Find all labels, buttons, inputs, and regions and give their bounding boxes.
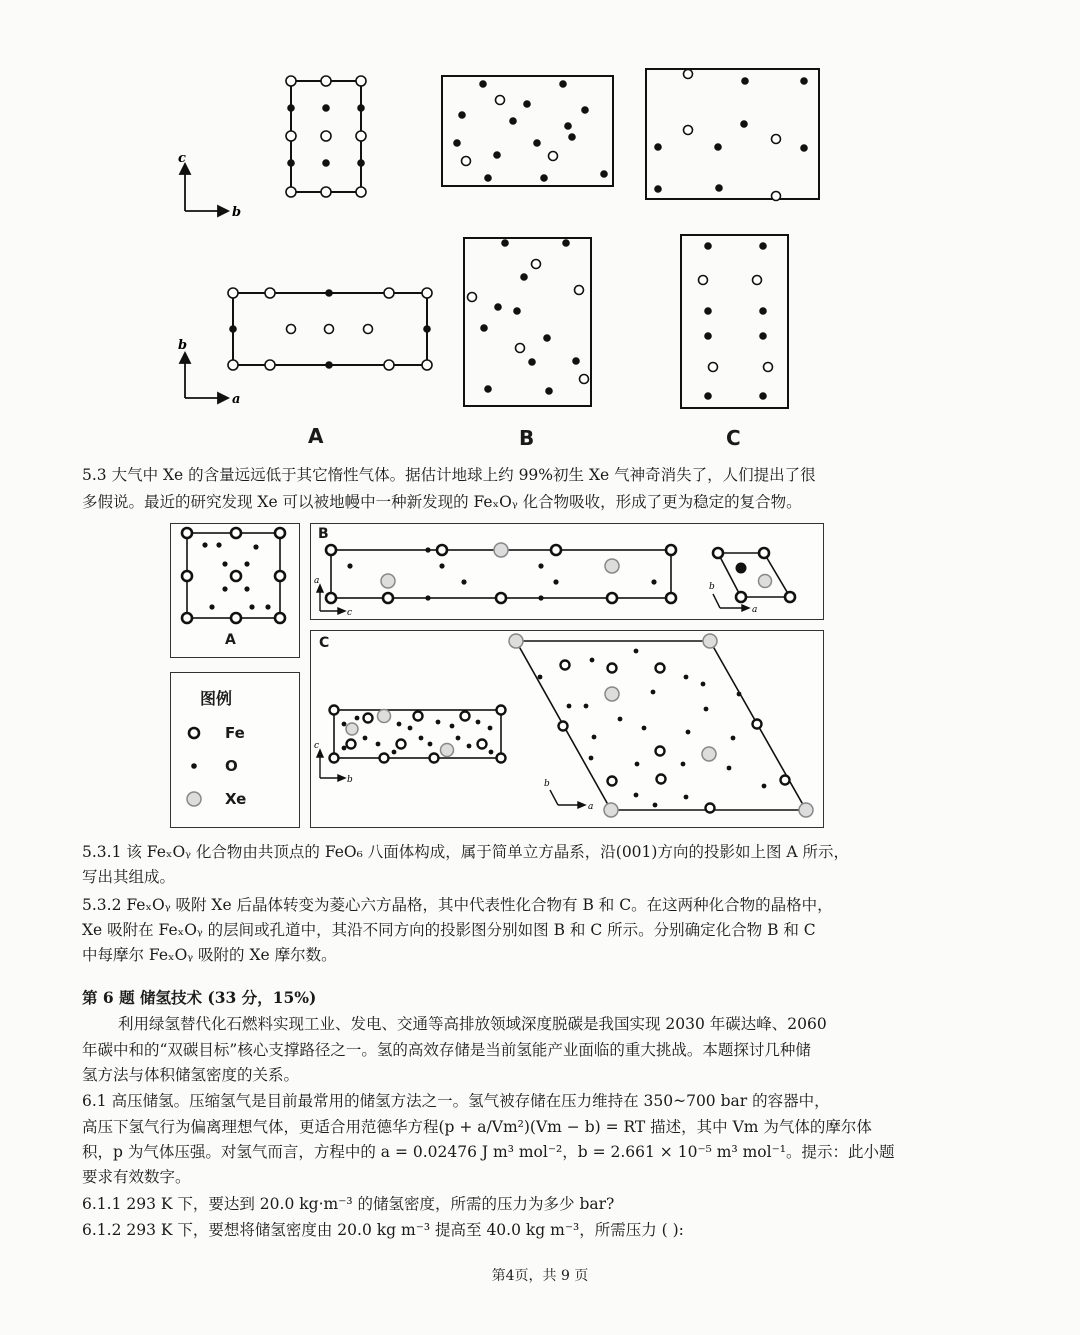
section-5-3-line2: 多假说。最近的研究发现 Xe 可以被地幔中一种新发现的 FeₓOᵧ 化合物吸收，形成了更为稳定的复合物。 <box>82 493 802 511</box>
axis-c-label: c <box>178 151 186 166</box>
q6-1-1: 6.1.1 293 K 下，要达到 20.0 kg·m⁻³ 的储氢密度，所需的压力为多少 bar? <box>82 1195 615 1213</box>
axis-a-label: a <box>232 392 241 407</box>
fig-b-axis-c: c <box>347 608 353 618</box>
fig-label-a: A <box>225 632 236 648</box>
q-5-3-2-line3: 中每摩尔 FeₓOᵧ 吸附的 Xe 摩尔数。 <box>82 946 337 964</box>
fig-label-b: B <box>318 526 329 542</box>
q-5-3-1-line1: 5.3.1 该 FeₓOᵧ 化合物由共顶点的 FeO₆ 八面体构成，属于简单立方晶系，沿(001)方向的投影如上图 A 所示， <box>82 843 849 861</box>
q-5-3-2-line1: 5.3.2 FeₓOᵧ 吸附 Xe 后晶体转变为菱心六方晶格，其中代表性化合物有 B 和 C。在这两种化合物的晶格中， <box>82 896 833 914</box>
fig-b-axis-a: a <box>314 576 320 586</box>
q6-1-line4: 要求有效数字。 <box>82 1168 191 1186</box>
panel-label-b: B <box>519 426 535 450</box>
axis-b2-label: b <box>178 338 188 353</box>
q6-1-2: 6.1.2 293 K 下，要想将储氢密度由 20.0 kg m⁻³ 提高至 40.0 kg m⁻³，所需压力 ( ): <box>82 1221 684 1239</box>
q6-1-line3: 积，p 为气体压强。对氢气而言，方程中的 a = 0.02476 J m³ mol⁻²，b = 2.661 × 10⁻⁵ m³ mol⁻¹。提示：此小题 <box>82 1143 895 1161</box>
fig-b-rh-axis-b: b <box>709 582 715 592</box>
section-5-3-line1: 5.3 大气中 Xe 的含量远远低于其它惰性气体。据估计地球上约 99%初生 Xe 气神奇消失了，人们提出了很 <box>82 466 816 484</box>
legend-title: 图例 <box>200 689 233 708</box>
q6-intro-line3: 氢方法与体积储氢密度的关系。 <box>82 1066 300 1084</box>
fig-c-rh-axis-a: a <box>588 802 594 812</box>
fig-c-rh-axis-b: b <box>544 779 550 789</box>
fig-label-c: C <box>319 635 330 651</box>
fig-b-rh-axis-a: a <box>752 605 758 615</box>
q-5-3-2-line2: Xe 吸附在 FeₓOᵧ 的层间或孔道中，其沿不同方向的投影图分别如图 B 和 C 所示。分别确定化合物 B 和 C <box>82 921 816 939</box>
panel-label-c: C <box>726 426 741 450</box>
legend-fe: Fe <box>225 724 245 742</box>
legend-xe: Xe <box>225 790 247 808</box>
q6-1-line1: 6.1 高压储氢。压缩氢气是目前最常用的储氢方法之一。氢气被存储在压力维持在 350~700 bar 的容器中， <box>82 1092 830 1110</box>
page-footer: 第4页，共 9 页 <box>491 1268 589 1284</box>
panel-label-a: A <box>308 424 324 448</box>
axis-b-label: b <box>232 205 242 220</box>
q-5-3-1-line2: 写出其组成。 <box>82 868 176 886</box>
q6-1-line2: 高压下氢气行为偏离理想气体，更适合用范德华方程(p + a/Vm²)(Vm − b) = RT 描述，其中 Vm 为气体的摩尔体 <box>82 1118 872 1136</box>
fig-c-axis-b: b <box>347 775 353 785</box>
q6-intro-line2: 年碳中和的“双碳目标”核心支撑路径之一。氢的高效存储是当前氢能产业面临的重大挑战。本题探讨几种储 <box>82 1041 811 1059</box>
q6-intro-line1: 利用绿氢替代化石燃料实现工业、发电、交通等高排放领域深度脱碳是我国实现 2030 年碳达峰、2060 <box>118 1015 827 1033</box>
fig-c-axis-c: c <box>314 741 320 751</box>
legend-o: O <box>225 757 238 775</box>
q6-title: 第 6 题 储氢技术 (33 分，15%) <box>82 988 317 1007</box>
